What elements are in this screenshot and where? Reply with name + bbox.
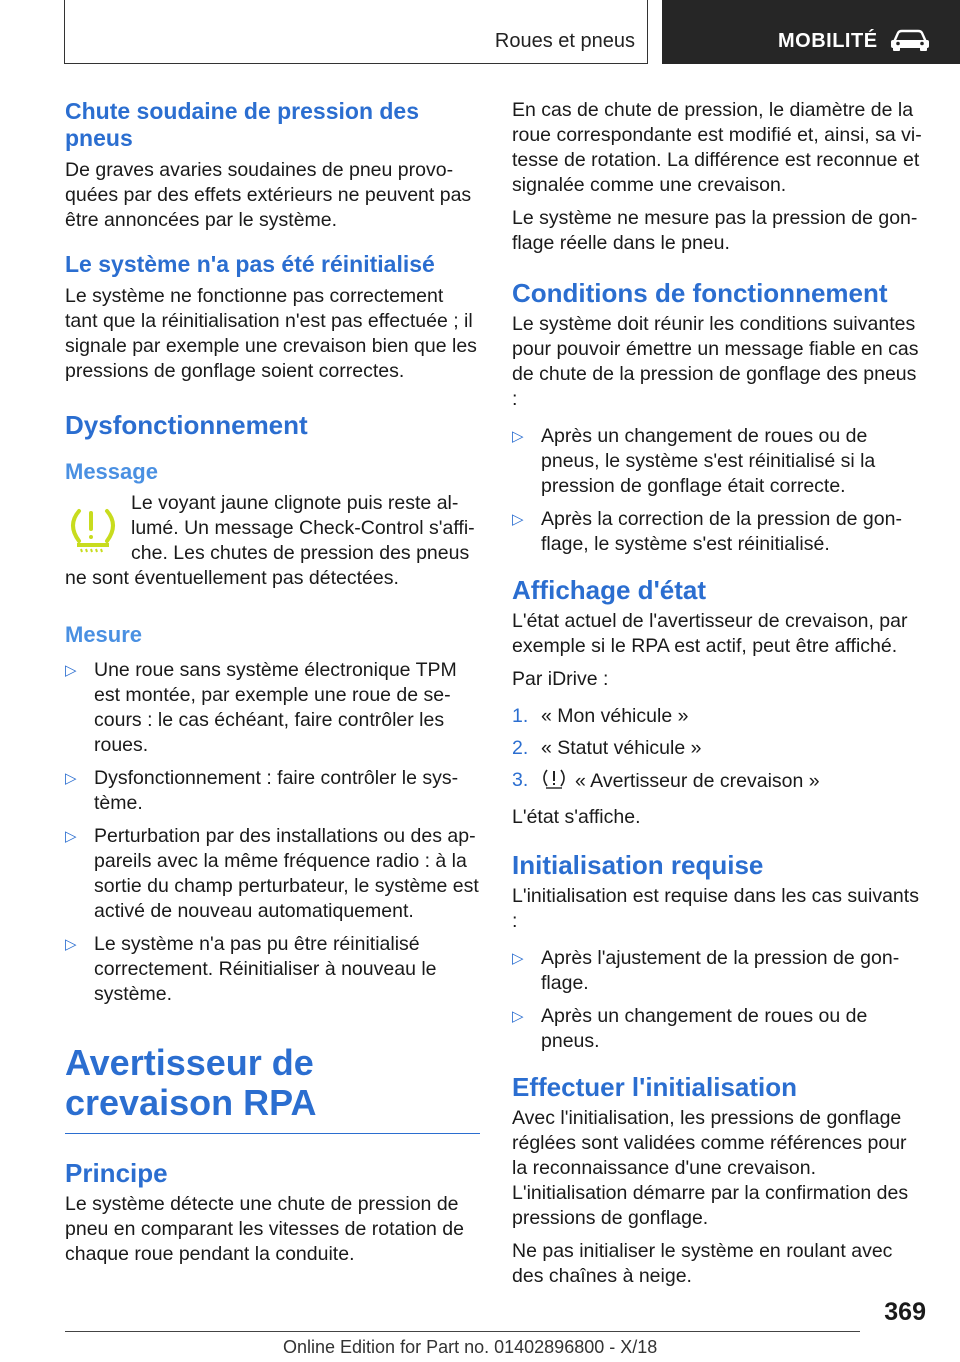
- car-icon: [888, 28, 932, 57]
- triangle-bullet-icon: ▷: [65, 936, 77, 953]
- list-item: ▷ Une roue sans système électronique TPM est montée, par exemple une roue de secours : le cas échéant, faire contrôler les roues.: [65, 659, 457, 756]
- footer-divider: [65, 1331, 860, 1332]
- heading-malfunction: Dysfonctionnement: [65, 410, 308, 440]
- list-item: ▷ Après l'ajustement de la pression de gonflage.: [512, 947, 900, 994]
- list-item[interactable]: 1. « Mon véhicule »: [512, 705, 689, 727]
- list-item: ▷ Le système n'a pas pu être réinitialisé correctement. Réinitialiser à nouveau le système.: [65, 933, 437, 1005]
- text-idrive: Par iDrive :: [512, 668, 609, 690]
- triangle-bullet-icon: ▷: [65, 662, 77, 679]
- text-continuation-1: En cas de chute de pression, le diamètre de la roue correspondante est modifié et, ainsi, sa vitesse de rotation. La différence est reconnue et signalée comme une crevaison.: [512, 99, 922, 196]
- text-continuation-2: Le système ne mesure pas la pression de gonflage réelle dans le pneu.: [512, 207, 918, 254]
- right-column: [512, 98, 927, 1297]
- heading-message: Message: [65, 459, 158, 484]
- triangle-bullet-icon: ▷: [512, 511, 524, 528]
- left-column: [65, 98, 480, 1275]
- text-status-display: L'état actuel de l'avertisseur de crevaison, par exemple si le RPA est actif, peut être affiché.: [512, 610, 908, 657]
- triangle-bullet-icon: ▷: [65, 770, 77, 787]
- heading-conditions: Conditions de fonctionnement: [512, 278, 888, 308]
- triangle-bullet-icon: ▷: [512, 950, 524, 967]
- heading-not-reset: Le système n'a pas été réinitialisé: [65, 251, 435, 277]
- chapter-tab[interactable]: [662, 0, 960, 64]
- text-principle: Le système détecte une chute de pression de pneu en comparant les vitesses de rotation de chaque roue pendant la conduite.: [65, 1193, 464, 1265]
- text-status-shown: L'état s'affiche.: [512, 806, 641, 828]
- list-item[interactable]: 3. « Avertisseur de crevaison »: [512, 768, 927, 797]
- text-sudden-drop: De graves avaries soudaines de pneu provoquées par des effets extérieurs ne peuvent pas être annoncées par le système.: [65, 159, 472, 231]
- list-item[interactable]: 2. « Statut véhicule »: [512, 737, 702, 759]
- list-item: ▷ Après la correction de la pression de gonflage, le système s'est réinitialisé.: [512, 508, 902, 555]
- text-no-snow-chains: Ne pas initialiser le système en roulant avec des chaînes à neige.: [512, 1240, 893, 1287]
- heading-init-required: Initialisation requise: [512, 850, 764, 880]
- list-item: ▷ Dysfonctionnement : faire contrôler le système.: [65, 767, 459, 814]
- heading-principle: Principe: [65, 1158, 168, 1188]
- tire-warning-icon: [541, 768, 575, 797]
- page-number: 369: [884, 1298, 926, 1326]
- text-conditions: Le système doit réunir les conditions suivantes pour pouvoir émettre un message fiable en cas de chute de la pression de gonflage des pneus :: [512, 313, 919, 410]
- heading-rpa: Avertisseur de crevaison RPA: [65, 1043, 480, 1134]
- init-cases-list: [512, 946, 927, 1054]
- idrive-steps: [512, 704, 927, 797]
- list-item: ▷ Après un changement de roues ou de pneus.: [512, 1005, 868, 1052]
- heading-status-display: Affichage d'état: [512, 575, 706, 605]
- heading-perform-init: Effectuer l'initialisation: [512, 1072, 798, 1102]
- chapter-title: MOBILITÉ: [778, 30, 878, 52]
- triangle-bullet-icon: ▷: [65, 828, 77, 845]
- footer-edition: Online Edition for Part no. 01402896800 - X/18: [283, 1337, 658, 1357]
- message-block: [65, 491, 480, 591]
- text-message: Le voyant jaune clignote puis reste allumé. Un message Check-Control s'affiche. Les chutes de pression des pneus ne sont éventuellement pas détectées.: [65, 492, 475, 589]
- list-item: ▷ Après un changement de roues ou de pneus, le système s'est réinitialisé si la pression de gonflage était correcte.: [512, 425, 876, 497]
- triangle-bullet-icon: ▷: [512, 428, 524, 445]
- text-not-reset: Le système ne fonctionne pas correctement tant que la réinitialisation n'est pas effectuée ; il signale par exemple une crevaison bien que les pressions de gonflage soient correctes.: [65, 285, 477, 382]
- heading-sudden-drop: Chute soudaine de pression des pneus: [65, 98, 420, 151]
- conditions-list: [512, 424, 927, 557]
- header-frame: [64, 0, 648, 64]
- text-perform-init: Avec l'initialisation, les pressions de gonflage réglées sont validées comme références pour la reconnaissance d'une crevaison. L'initialisation démarre par la confirmation des pressions de gonflage.: [512, 1107, 909, 1229]
- triangle-bullet-icon: ▷: [512, 1008, 524, 1025]
- text-init-required: L'initialisation est requise dans les cas suivants :: [512, 885, 919, 932]
- measure-list: [65, 658, 480, 1007]
- heading-measure: Mesure: [65, 622, 143, 647]
- list-item: ▷ Perturbation par des installations ou des appareils avec la même fréquence radio : à la sortie du champ perturbateur, le système est activé de nouveau automatiquement.: [65, 825, 479, 922]
- tire-pressure-warning-icon: [65, 507, 125, 559]
- section-title: Roues et pneus: [494, 30, 635, 52]
